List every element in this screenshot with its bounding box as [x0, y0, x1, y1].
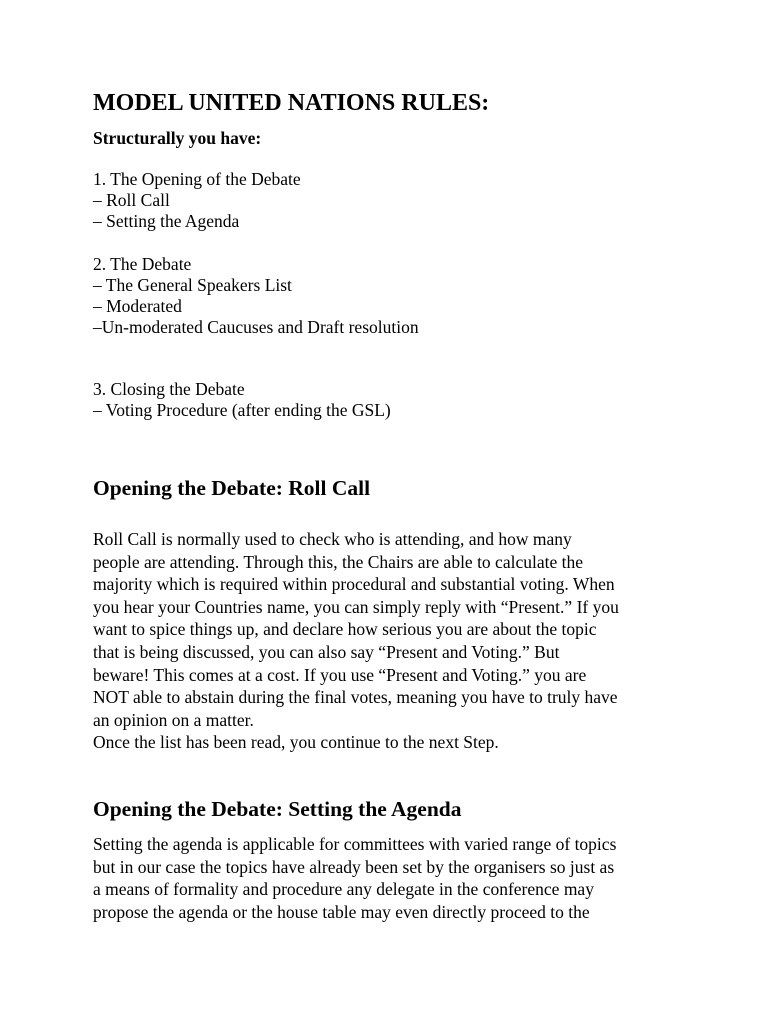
outline-item: – The General Speakers List	[93, 275, 292, 295]
paragraph-line: people are attending. Through this, the Chairs are able to calculate the	[93, 551, 583, 572]
paragraph-line: Setting the agenda is applicable for committees with varied range of topics	[93, 834, 617, 854]
paragraph-line: Roll Call is normally used to check who is attending, and how many	[93, 529, 572, 549]
paragraph-line: NOT able to abstain during the final votes, meaning you have to truly have	[93, 687, 618, 708]
paragraph-line: beware! This comes at a cost. If you use “Present and Voting.” you are	[93, 664, 587, 685]
outline-item: – Moderated	[93, 296, 182, 316]
outline-item: – Roll Call	[93, 190, 170, 210]
page-subtitle: Structurally you have:	[93, 128, 262, 148]
paragraph-line: majority which is required within procedural and substantial voting. When	[93, 574, 615, 595]
page-title: MODEL UNITED NATIONS RULES:	[93, 90, 490, 116]
paragraph-line: but in our case the topics have already been set by the organisers so just as	[93, 856, 615, 877]
outline-heading: 2. The Debate	[93, 254, 192, 274]
paragraph-line: propose the agenda or the house table may even directly proceed to the	[93, 901, 590, 922]
outline-group-debate	[93, 254, 419, 338]
section-body-agenda	[93, 833, 683, 923]
paragraph-line: a means of formality and procedure any delegate in the conference may	[93, 879, 594, 900]
outline-group-opening	[93, 169, 301, 232]
section-heading-agenda: Opening the Debate: Setting the Agenda	[93, 797, 462, 821]
paragraph-line: that is being discussed, you can also say “Present and Voting.” But	[93, 641, 560, 662]
outline-heading: 1. The Opening of the Debate	[93, 169, 301, 189]
outline-heading: 3. Closing the Debate	[93, 379, 245, 399]
outline-group-closing	[93, 379, 391, 421]
outline-item: –Un-moderated Caucuses and Draft resolution	[93, 317, 419, 337]
outline-item: – Setting the Agenda	[93, 211, 240, 231]
paragraph-line: you hear your Countries name, you can simply reply with “Present.” If you	[93, 596, 619, 617]
paragraph-line: want to spice things up, and declare how serious you are about the topic	[93, 619, 597, 640]
outline-item: – Voting Procedure (after ending the GSL)	[93, 400, 391, 420]
section-heading-roll-call: Opening the Debate: Roll Call	[93, 476, 371, 500]
paragraph-line: Once the list has been read, you continue to the next Step.	[93, 732, 499, 753]
section-body-roll-call	[93, 528, 683, 754]
paragraph-line: an opinion on a matter.	[93, 709, 254, 730]
